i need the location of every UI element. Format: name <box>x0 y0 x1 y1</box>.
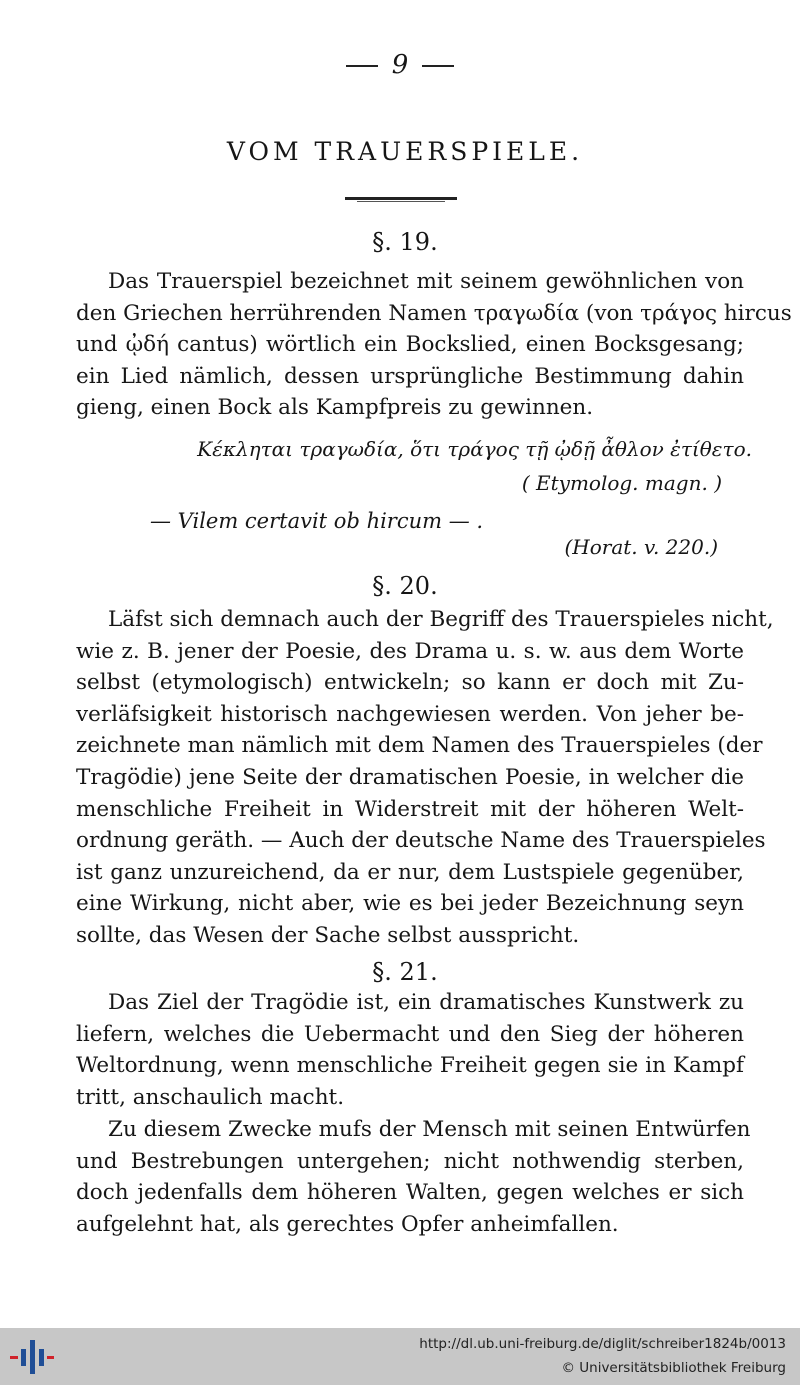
text-line: aufgelehnt hat, als gerechtes Opfer anheimfallen. <box>76 1211 619 1237</box>
section-19-paragraph <box>76 266 792 424</box>
page-number: 9 <box>391 50 409 80</box>
text-line: doch jedenfalls dem höheren Walten, gegen welches er sich <box>76 1180 744 1206</box>
logo-bar-red-left <box>10 1356 18 1359</box>
dash-left <box>346 65 378 67</box>
text-line: Zu diesem Zwecke mufs der Mensch mit seinen Entwürfen <box>108 1117 751 1142</box>
section-21-paragraph-1 <box>76 987 744 1113</box>
viewer-footer <box>0 1328 800 1385</box>
logo-bar-blue-3 <box>39 1349 44 1366</box>
copyright-notice: © Universitätsbibliothek Freiburg <box>561 1360 786 1376</box>
text-line: verläfsigkeit historisch nachgewiesen werden. Von jeher be- <box>76 701 744 727</box>
text-line: ordnung geräth. — Auch der deutsche Name des Trauerspieles <box>76 828 766 854</box>
text-line: eine Wirkung, nicht aber, wie es bei jeder Bezeichnung seyn <box>76 891 744 917</box>
library-logo-icon <box>10 1336 54 1378</box>
text-line: zeichnete man nämlich mit dem Namen des Trauerspieles (der <box>76 733 763 759</box>
logo-bar-blue-2 <box>30 1340 35 1374</box>
text-line: sollte, das Wesen der Sache selbst ausspricht. <box>76 922 580 948</box>
section-heading-19: §. 19. <box>372 228 438 256</box>
text-line: menschliche Freiheit in Widerstreit mit der höheren Welt- <box>76 796 744 822</box>
text-line: und ᾠδή cantus) wörtlich ein Bockslied, einen Bocksgesang; <box>76 332 744 358</box>
logo-bar-red-right <box>47 1356 54 1359</box>
text-line: tritt, anschaulich macht. <box>76 1084 345 1110</box>
section-heading-20: §. 20. <box>372 572 438 600</box>
dash-right <box>422 65 454 67</box>
text-line: selbst (etymologisch) entwickeln; so kann er doch mit Zu- <box>76 670 744 696</box>
text-line: ist ganz unzureichend, da er nur, dem Lustspiele gegenüber, <box>76 859 744 885</box>
text-line: ein Lied nämlich, dessen ursprüngliche Bestimmung dahin <box>76 363 744 389</box>
latin-quotation-source: (Horat. v. 220.) <box>564 535 718 559</box>
chapter-title: VOM TRAUERSPIELE. <box>226 137 584 166</box>
section-heading-21: §. 21. <box>372 958 438 986</box>
text-line: liefern, welches die Uebermacht und den Sieg der höheren <box>76 1021 744 1047</box>
text-line: Tragödie) jene Seite der dramatischen Poesie, in welcher die <box>76 764 744 790</box>
page-number-line <box>0 50 800 80</box>
greek-quotation: Κέκληται τραγωδία, ὅτι τράγος τῇ ᾠδῇ ἆθλον ἐτίθετο. <box>197 437 752 461</box>
permalink-url[interactable]: http://dl.ub.uni-freiburg.de/diglit/schreiber1824b/0013 <box>419 1336 786 1352</box>
text-line: gieng, einen Bock als Kampfpreis zu gewinnen. <box>76 395 594 421</box>
text-line: Das Ziel der Tragödie ist, ein dramatisches Kunstwerk zu <box>108 990 744 1015</box>
latin-quotation: — Vilem certavit ob hircum — . <box>150 509 484 533</box>
section-21-paragraph-2 <box>76 1114 751 1240</box>
logo-bar-blue-1 <box>21 1349 26 1366</box>
text-line: wie z. B. jener der Poesie, des Drama u. s. w. aus dem Worte <box>76 638 744 664</box>
text-line: Das Trauerspiel bezeichnet mit seinem gewöhnlichen von <box>108 269 744 294</box>
text-line: Weltordnung, wenn menschliche Freiheit gegen sie in Kampf <box>76 1053 744 1079</box>
greek-quotation-source: ( Etymolog. magn. ) <box>521 471 722 495</box>
text-line: Läfst sich demnach auch der Begriff des Trauerspieles nicht, <box>108 607 774 632</box>
text-line: den Griechen herrührenden Namen τραγωδία (von τράγος hircus <box>76 300 792 326</box>
section-20-paragraph <box>76 604 774 952</box>
text-line: und Bestrebungen untergehen; nicht nothwendig sterben, <box>76 1148 744 1174</box>
title-rule <box>345 197 457 200</box>
